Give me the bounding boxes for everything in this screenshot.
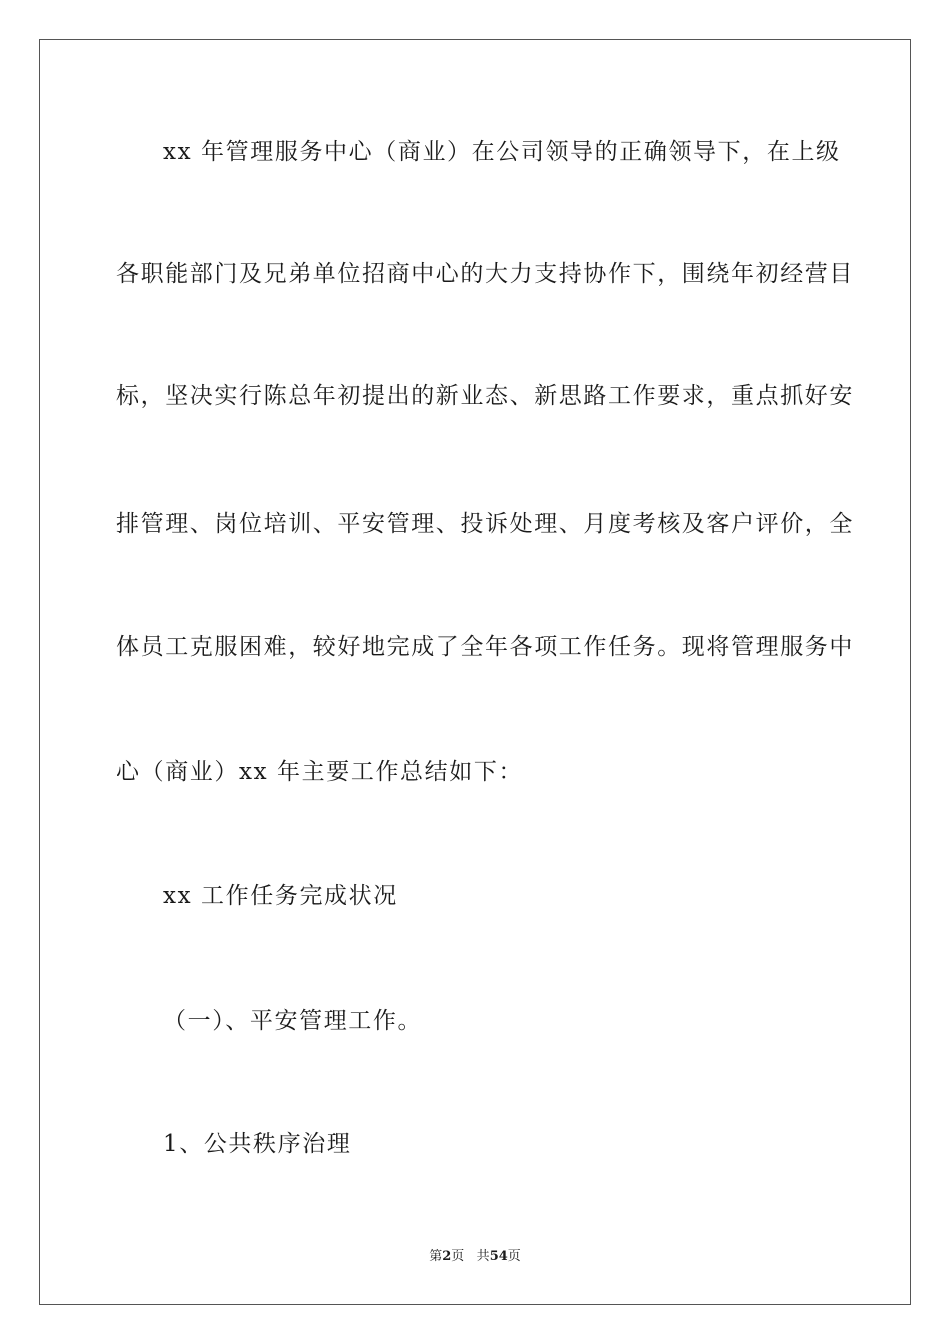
subsection-heading: （一）、平安管理工作。 bbox=[163, 1008, 423, 1034]
page-prefix: 第 bbox=[429, 1249, 443, 1264]
total-prefix: 共 bbox=[476, 1249, 490, 1264]
page-footer bbox=[0, 1248, 950, 1266]
paragraph-line-3: 标，坚决实行陈总年初提出的新业态、新思路工作要求，重点抓好安 bbox=[116, 383, 854, 409]
page-border bbox=[39, 39, 911, 1305]
paragraph-line-6: 心（商业）xx 年主要工作总结如下： bbox=[116, 759, 524, 785]
paragraph-line-4: 排管理、岗位培训、平安管理、投诉处理、月度考核及客户评价，全 bbox=[116, 511, 854, 537]
section-heading: xx 工作任务完成状况 bbox=[163, 883, 398, 909]
paragraph-line-2: 各职能部门及兄弟单位招商中心的大力支持协作下，围绕年初经营目 bbox=[116, 261, 854, 287]
page-number: 2 bbox=[442, 1249, 452, 1264]
total-suffix: 页 bbox=[507, 1249, 521, 1264]
paragraph-line-1: xx 年管理服务中心（商业）在公司领导的正确领导下，在上级 bbox=[163, 139, 841, 165]
item-heading: 1、公共秩序治理 bbox=[163, 1131, 352, 1157]
page-suffix: 页 bbox=[451, 1249, 465, 1264]
total-pages: 54 bbox=[489, 1249, 508, 1264]
paragraph-line-5: 体员工克服困难，较好地完成了全年各项工作任务。现将管理服务中 bbox=[116, 634, 854, 660]
